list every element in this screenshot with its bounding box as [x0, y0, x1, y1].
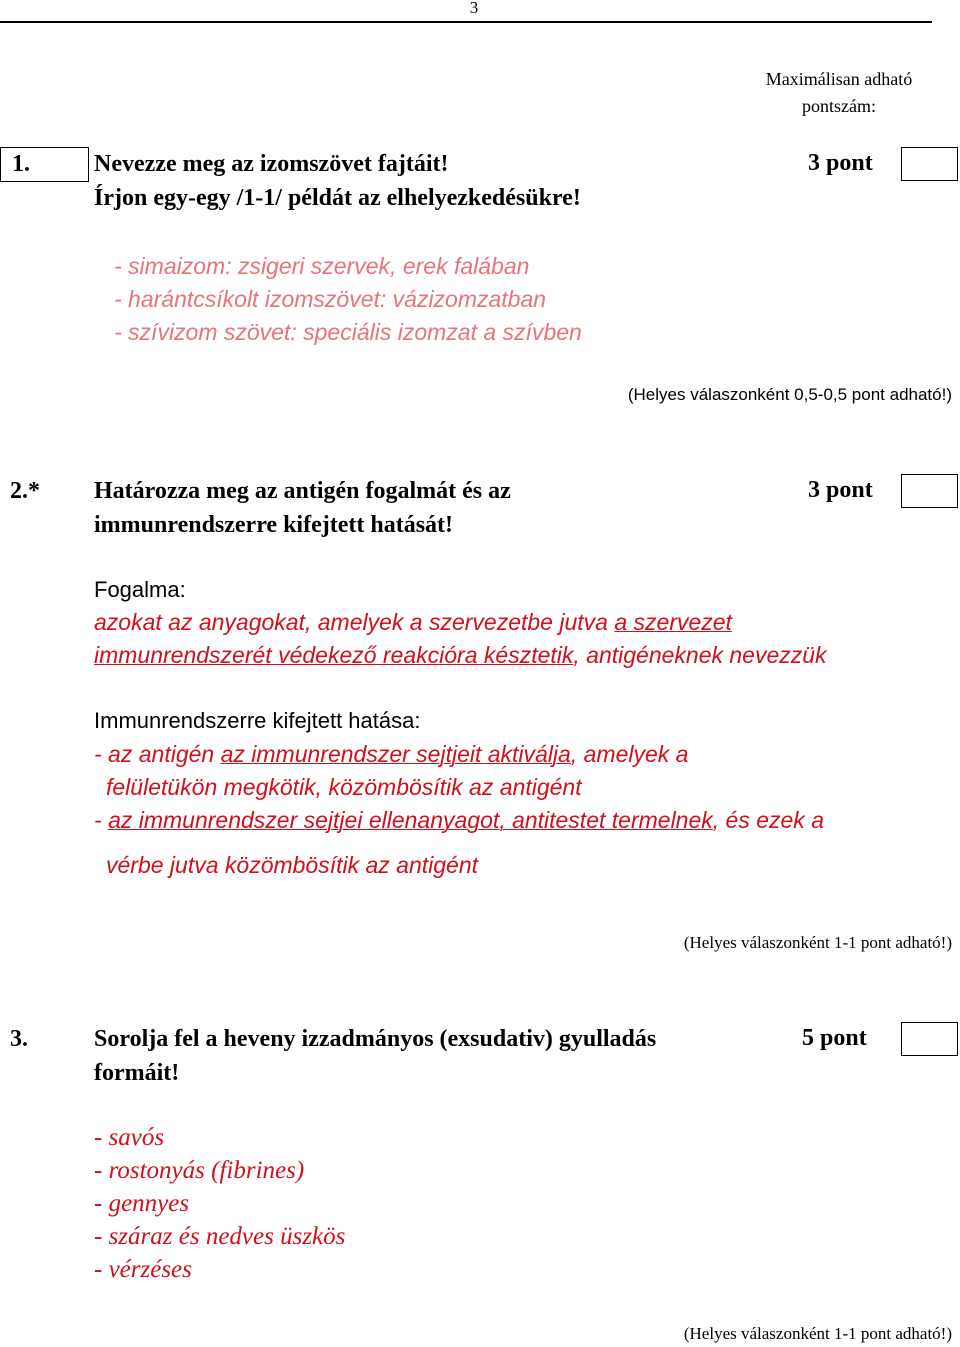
- q2-definition-line2: [94, 642, 827, 669]
- q2-effect-line3-start: -: [94, 807, 109, 833]
- q3-answer-4: - száraz és nedves üszkös: [94, 1223, 346, 1250]
- q3-number: 3.: [10, 1026, 28, 1052]
- q1-points: 3 pont: [808, 150, 873, 176]
- q2-question-line2: immunrendszerre kifejtett hatását!: [94, 512, 454, 538]
- q2-definition-line1-plain: azokat az anyagokat, amelyek a szervezetbe jutva: [94, 609, 615, 635]
- q2-definition-line2-underlined: immunrendszerét védekező reakcióra késztetik: [94, 642, 574, 668]
- q1-question-line2: Írjon egy-egy /1-1/ példát az elhelyezkedésükre!: [94, 185, 581, 211]
- q2-number: 2.*: [10, 478, 40, 504]
- q1-score-box[interactable]: [901, 147, 958, 181]
- q2-effect-line1-start: - az antigén: [94, 741, 221, 767]
- q1-answer-2: - harántcsíkolt izomszövet: vázizomzatban: [114, 286, 547, 312]
- q3-question-line1: Sorolja fel a heveny izzadmányos (exsudativ) gyulladás: [94, 1026, 657, 1052]
- q2-definition-heading: Fogalma:: [94, 577, 186, 602]
- q1-scoring-note: (Helyes válaszonként 0,5-0,5 pont adható!): [627, 385, 952, 404]
- q3-answer-3: - gennyes: [94, 1190, 190, 1217]
- q2-question-line1: Határozza meg az antigén fogalmát és az: [94, 478, 511, 504]
- q3-question-line2: formáit!: [94, 1060, 180, 1086]
- q3-answer-2: - rostonyás (fibrines): [94, 1157, 305, 1184]
- max-points-label: Maximálisan adható pontszám:: [765, 69, 913, 116]
- q2-effect-line3-end: , és ezek a: [712, 807, 824, 833]
- q3-scoring-note: (Helyes válaszonként 1-1 pont adható!): [683, 1324, 952, 1343]
- q3-answer-5: - vérzéses: [94, 1256, 192, 1283]
- q2-effect-line3: [94, 807, 824, 834]
- q3-score-box[interactable]: [901, 1022, 958, 1056]
- q2-effect-line1-end: , amelyek a: [570, 741, 689, 767]
- page-number: 3: [469, 0, 479, 17]
- q2-points: 3 pont: [808, 477, 873, 503]
- q2-effect-line2: felületükön megkötik, közömbösítik az antigént: [106, 774, 582, 800]
- header-rule: [0, 21, 932, 23]
- q3-points: 5 pont: [802, 1025, 867, 1051]
- q2-scoring-note: (Helyes válaszonként 1-1 pont adható!): [683, 933, 952, 952]
- q1-answer-3: - szívizom szövet: speciális izomzat a szívben: [114, 319, 582, 345]
- q2-effect-line1-underlined: az immunrendszer sejtjeit aktiválja: [220, 741, 571, 767]
- q2-effect-line1: [94, 741, 688, 768]
- q1-question-line1: Nevezze meg az izomszövet fajtáit!: [94, 151, 449, 177]
- q3-answer-1: - savós: [94, 1124, 165, 1151]
- q2-effect-line3-underlined: az immunrendszer sejtjei ellenanyagot, antitestet termelnek: [108, 807, 713, 833]
- q2-score-box[interactable]: [901, 474, 958, 508]
- q2-definition-line1: [94, 609, 732, 636]
- q1-answer-1: - simaizom: zsigeri szervek, erek falában: [114, 253, 530, 279]
- q1-number: 1.: [12, 151, 30, 177]
- q2-definition-line1-underlined: a szervezet: [614, 609, 732, 635]
- q2-effect-line4: vérbe jutva közömbösítik az antigént: [106, 852, 479, 878]
- q2-effect-heading: Immunrendszerre kifejtett hatása:: [94, 708, 421, 733]
- q2-definition-line2-plain: , antigéneknek nevezzük: [573, 642, 827, 668]
